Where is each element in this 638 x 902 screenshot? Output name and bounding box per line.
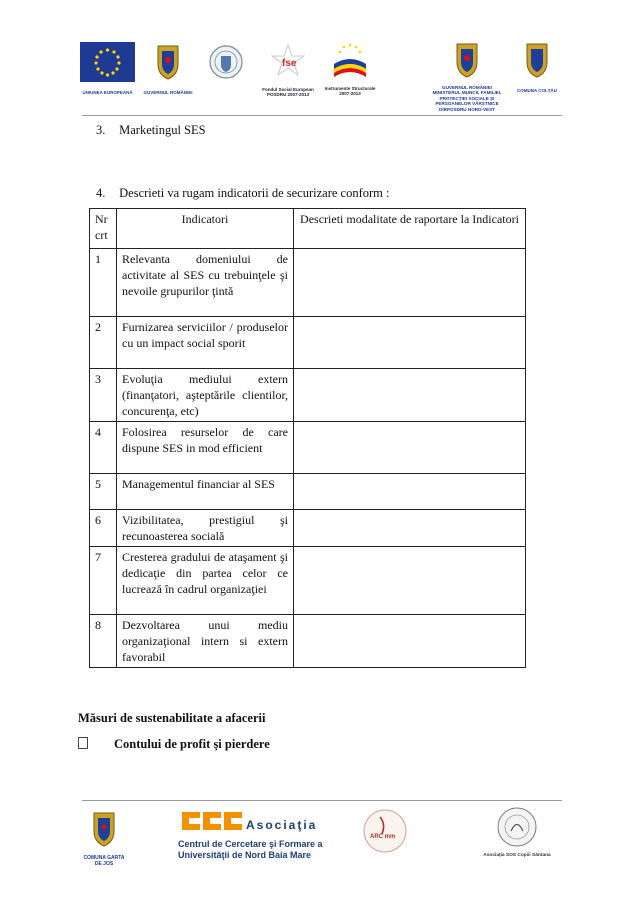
bullet-box-icon — [78, 737, 88, 749]
eu-logo — [80, 42, 135, 95]
row-description-cell[interactable] — [294, 547, 526, 615]
fse-caption: Fondul Social European POSDRU 2007-2013 — [262, 87, 314, 97]
coltau-caption: COMUNA COLŢĂU — [516, 88, 558, 93]
row-indicator: Dezvoltarea unui mediu organizaţional intern si extern favorabil — [117, 615, 294, 668]
indicators-table — [89, 208, 526, 668]
fse-logo — [258, 42, 318, 97]
row-description-cell[interactable] — [294, 474, 526, 510]
header-indicatori: Indicatori — [117, 209, 294, 249]
ccc-logo — [178, 808, 323, 861]
item-4-text: Descrieti va rugam indicatorii de securizare conform : — [119, 186, 390, 200]
ministry-caption: GUVERNUL ROMÂNIEI MINISTERUL MUNCII, FAMILIEI, PROTECŢIEI SOCIALE ŞI PERSOANELOR VÂRSTNICE DIRPOSDRU NORD-VEST — [432, 85, 502, 112]
row-indicator: Folosirea resurselor de care dispune SES in mod efficient — [117, 422, 294, 474]
arc-circle-icon — [362, 808, 408, 854]
header-nr: Nr crt — [90, 209, 117, 249]
gov-caption: GUVERNUL ROMÂNIEI — [143, 90, 193, 95]
row-indicator: Furnizarea serviciilor / produselor cu un impact social sporit — [117, 317, 294, 369]
is-logo — [320, 40, 380, 96]
row-description-cell[interactable] — [294, 369, 526, 422]
ccc-line1: Centrul de Cercetare şi Formare a — [178, 839, 323, 849]
gartadejos-caption: COMUNA GARTA DE JOS — [83, 855, 125, 867]
sos-circle-icon — [476, 806, 558, 848]
row-description-cell[interactable] — [294, 249, 526, 317]
row-number: 6 — [90, 510, 117, 547]
table-row — [90, 510, 526, 547]
row-number: 3 — [90, 369, 117, 422]
item-3-number: 3. — [96, 123, 106, 137]
table-row — [90, 249, 526, 317]
row-number: 5 — [90, 474, 117, 510]
item-4-number: 4. — [96, 186, 106, 200]
table-header-row — [90, 209, 526, 249]
eu-caption: UNIUNEA EUROPEANĂ — [82, 90, 133, 95]
gov-logo — [141, 42, 195, 95]
table-row — [90, 547, 526, 615]
row-description-cell[interactable] — [294, 510, 526, 547]
ccc-line2: Universităţii de Nord Baia Mare — [178, 850, 312, 860]
row-indicator: Vizibilitatea, prestigiul şi recunoasterea socială — [117, 510, 294, 547]
eu-flag-icon — [80, 42, 135, 82]
header-divider — [82, 115, 562, 116]
item-3 — [96, 123, 206, 138]
row-number: 2 — [90, 317, 117, 369]
table-row — [90, 615, 526, 668]
ministry-logo — [432, 42, 502, 112]
svg-text:fse: fse — [282, 58, 297, 69]
page-header — [0, 0, 638, 118]
row-indicator: Relevanta domeniului de activitate al SES cu trebuinţele şi nevoile grupurilor ţintă — [117, 249, 294, 317]
fse-star-icon — [258, 42, 318, 80]
row-description-cell[interactable] — [294, 422, 526, 474]
table-row — [90, 369, 526, 422]
row-indicator: Managementul financiar al SES — [117, 474, 294, 510]
row-indicator: Cresterea gradului de ataşament şi dedicaţie din partea celor ce lucrează în cadrul organizaţiei — [117, 547, 294, 615]
arc-logo — [362, 808, 408, 859]
table-row — [90, 474, 526, 510]
bullet-item — [78, 737, 270, 752]
bullet-text: Contului de profit şi pierdere — [114, 737, 270, 751]
coat-of-arms-icon — [141, 42, 195, 82]
page-footer — [0, 800, 638, 900]
is-flag-icon — [320, 40, 380, 80]
table-row — [90, 317, 526, 369]
ministry-crest-icon — [432, 42, 502, 80]
section-title: Măsuri de sustenabilitate a afacerii — [78, 711, 266, 725]
coltau-logo — [512, 42, 562, 93]
row-indicator: Evoluţia mediului extern (finanţatori, aşteptările clientilor, concurenţa, etc) — [117, 369, 294, 422]
item-4 — [96, 186, 390, 201]
header-descriere: Descrieti modalitate de raportare la Indicatori — [294, 209, 526, 249]
is-caption: Instrumente Structurale 2007-2013 — [324, 86, 376, 96]
sos-logo — [476, 806, 558, 858]
arc-label: ARC mm — [370, 834, 396, 840]
gartadejos-crest-icon — [82, 810, 126, 850]
row-description-cell[interactable] — [294, 317, 526, 369]
row-number: 1 — [90, 249, 117, 317]
ccc-word: Asociaţia — [246, 818, 318, 832]
coltau-crest-icon — [512, 42, 562, 80]
item-3-text: Marketingul SES — [119, 123, 206, 137]
sos-caption: Asociaţia SOS Copiii Săntana — [483, 853, 551, 858]
seal-icon — [208, 42, 244, 82]
table-row — [90, 422, 526, 474]
ministry-seal-logo — [208, 42, 244, 87]
row-number: 4 — [90, 422, 117, 474]
row-number: 7 — [90, 547, 117, 615]
gartadejos-logo — [82, 810, 126, 867]
row-number: 8 — [90, 615, 117, 668]
row-description-cell[interactable] — [294, 615, 526, 668]
